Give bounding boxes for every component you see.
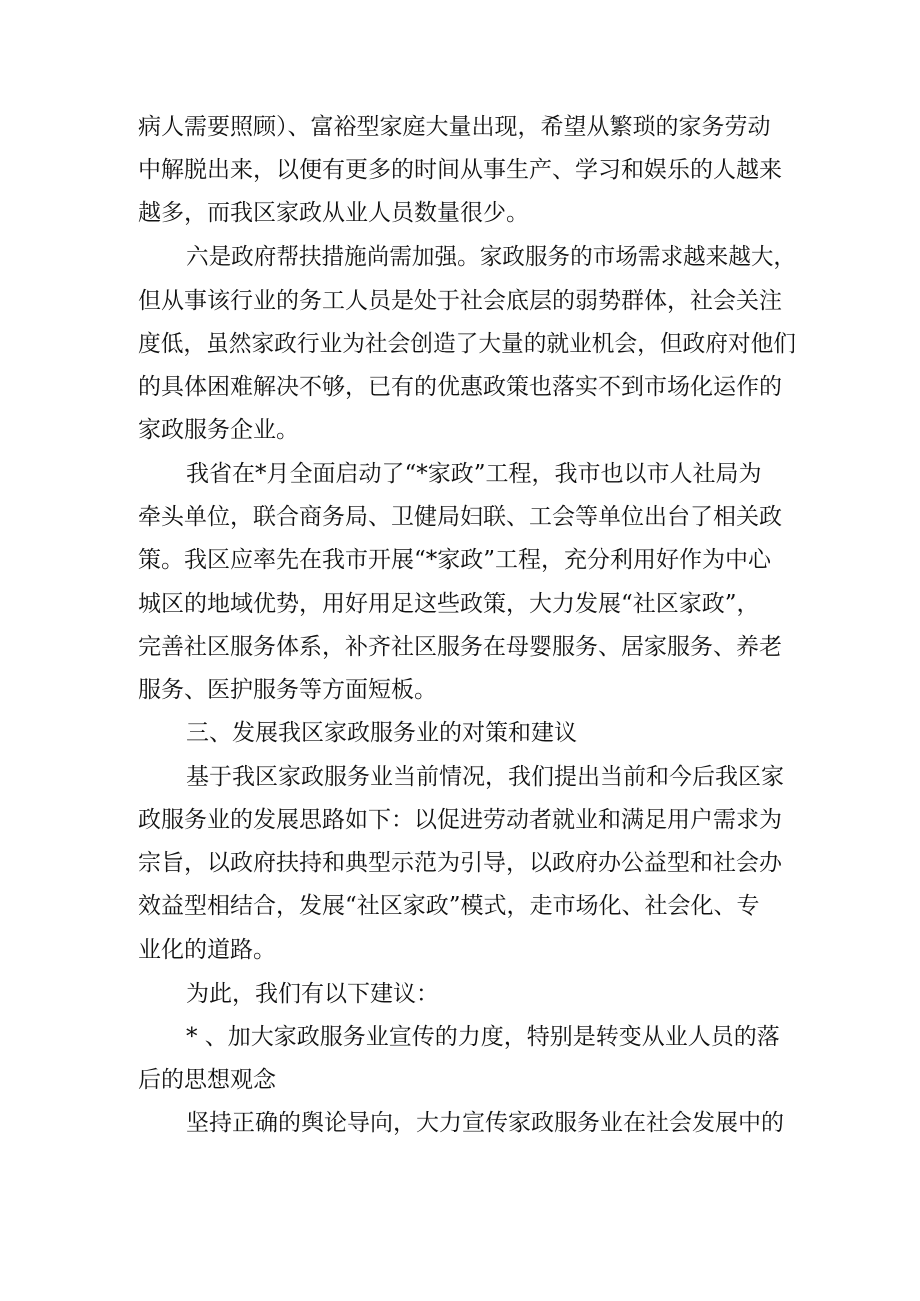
section-heading: [0, 713, 920, 753]
line-text: 效益型相结合，发展“社区家政”模式，走市场化、社会化、专: [138, 893, 760, 919]
text-line: [0, 107, 920, 147]
line-text: 政服务业的发展思路如下：以促进劳动者就业和满足用户需求为: [138, 807, 782, 833]
line-text: 宗旨，以政府扶持和典型示范为引导，以政府办公益型和社会办: [138, 850, 782, 876]
text-line: [0, 410, 920, 450]
line-text: 我省在*月全面启动了“*家政”工程，我市也以市人社局为: [186, 461, 762, 487]
paragraph-start-line: [0, 757, 920, 797]
text-line: [0, 367, 920, 407]
line-text: 但从事该行业的务工人员是处于社会底层的弱势群体，社会关注: [138, 288, 782, 314]
text-line: [0, 324, 920, 364]
paragraph-start-line: [0, 237, 920, 277]
subheading-line: [0, 1017, 920, 1057]
heading-text: 三、发展我区家政服务业的对策和建议: [186, 720, 577, 746]
text-line: [0, 281, 920, 321]
line-text: 度低，虽然家政行业为社会创造了大量的就业机会，但政府对他们: [138, 331, 796, 357]
line-text: 完善社区服务体系，补齐社区服务在母婴服务、居家服务、养老: [138, 634, 782, 660]
text-line: [0, 800, 920, 840]
paragraph-start-line: [0, 454, 920, 494]
text-line: [0, 670, 920, 710]
paragraph-start-line: [0, 1103, 920, 1143]
line-text: 业化的道路。: [138, 937, 276, 963]
text-line: [0, 150, 920, 190]
subheading-text: 后的思想观念: [138, 1067, 276, 1093]
line-text: 策。我区应率先在我市开展“*家政”工程，充分利用好作为中心: [138, 547, 772, 573]
paragraph-start-line: [0, 974, 920, 1014]
line-text: 坚持正确的舆论导向，大力宣传家政服务业在社会发展中的: [186, 1110, 784, 1136]
text-line: [0, 584, 920, 624]
line-text: 城区的地域优势，用好用足这些政策，大力发展“社区家政”，: [138, 591, 760, 617]
text-line: [0, 930, 920, 970]
text-line: [0, 193, 920, 233]
line-text: 为此，我们有以下建议：: [186, 981, 439, 1007]
line-text: 病人需要照顾）、富裕型家庭大量出现，希望从繁琐的家务劳动: [138, 114, 771, 140]
line-text: 中解脱出来，以便有更多的时间从事生产、学习和娱乐的人越来: [138, 157, 782, 183]
subheading-line: [0, 1060, 920, 1100]
line-text: 家政服务企业。: [138, 417, 299, 443]
line-text: 的具体困难解决不够，已有的优惠政策也落实不到市场化运作的: [138, 374, 782, 400]
text-line: [0, 886, 920, 926]
text-line: [0, 843, 920, 883]
line-text: 服务、医护服务等方面短板。: [138, 677, 437, 703]
text-line: [0, 627, 920, 667]
line-text: 牵头单位，联合商务局、卫健局妇联、工会等单位出台了相关政: [138, 504, 782, 530]
line-text: 六是政府帮扶措施尚需加强。家政服务的市场需求越来越大，: [186, 244, 796, 270]
subheading-text: * 、加大家政服务业宣传的力度，特别是转变从业人员的落: [186, 1024, 780, 1050]
line-text: 越多，而我区家政从业人员数量很少。: [138, 200, 529, 226]
text-line: [0, 497, 920, 537]
text-line: [0, 540, 920, 580]
line-text: 基于我区家政服务业当前情况，我们提出当前和今后我区家: [186, 764, 784, 790]
